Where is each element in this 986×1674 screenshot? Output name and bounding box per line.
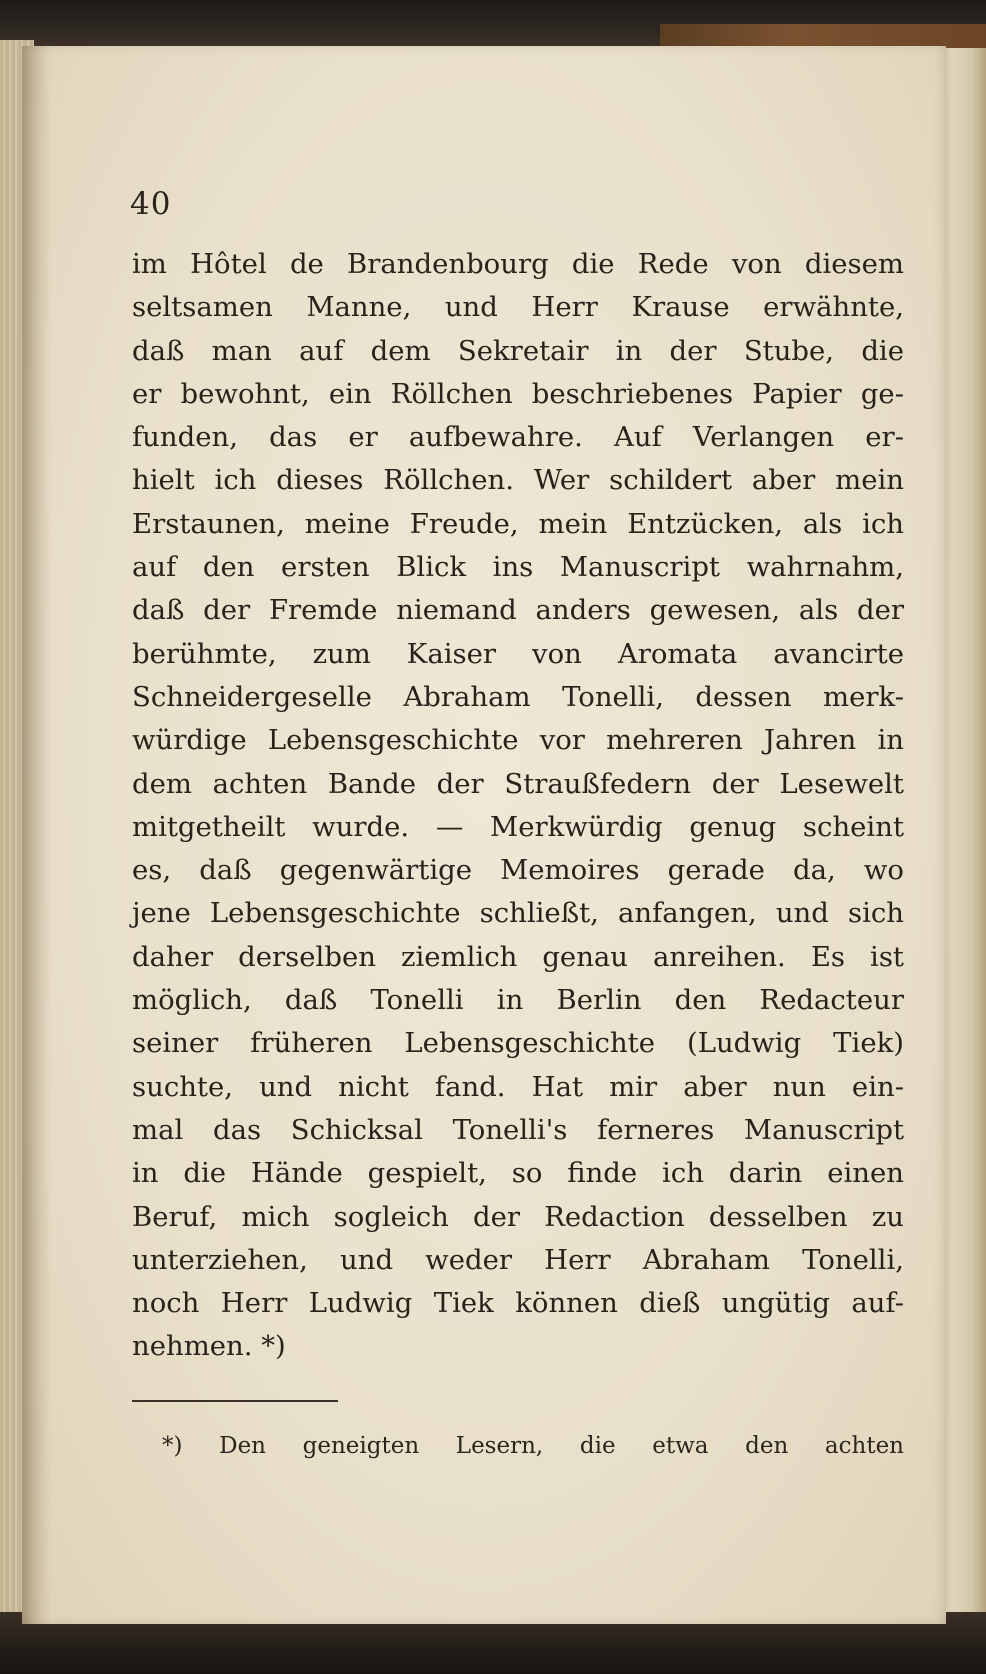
page-number: 40 <box>130 186 172 222</box>
text-line: seiner früheren Lebensgeschichte (Ludwig Tiek) <box>132 1027 904 1060</box>
footnote: *) Den geneigten Lesern, die etwa den achten <box>162 1433 904 1459</box>
text-line: berühmte, zum Kaiser von Aromata avancirte <box>132 637 904 670</box>
gutter-shadow <box>22 46 52 1624</box>
text-line: Schneidergeselle Abraham Tonelli, dessen merk- <box>132 680 904 713</box>
text-line: noch Herr Ludwig Tiek können dieß ungütig auf- <box>132 1287 904 1320</box>
text-line: nehmen. *) <box>132 1330 286 1363</box>
text-line: würdige Lebensgeschichte vor mehreren Jahren in <box>132 724 904 757</box>
text-line: suchte, und nicht fand. Hat mir aber nun ein- <box>132 1070 904 1103</box>
text-line: er bewohnt, ein Röllchen beschriebenes Papier ge- <box>132 377 904 410</box>
text-line: daß der Fremde niemand anders gewesen, als der <box>132 594 904 627</box>
footnote-divider <box>132 1400 338 1402</box>
text-line: unterziehen, und weder Herr Abraham Tonelli, <box>132 1243 904 1276</box>
text-line: daß man auf dem Sekretair in der Stube, die <box>132 334 904 367</box>
text-line: auf den ersten Blick ins Manuscript wahrnahm, <box>132 551 904 584</box>
body-text <box>132 243 904 1369</box>
text-line: in die Hände gespielt, so finde ich darin einen <box>132 1157 904 1190</box>
text-line: hielt ich dieses Röllchen. Wer schildert aber mein <box>132 464 904 497</box>
text-line: funden, das er aufbewahre. Auf Verlangen er- <box>132 421 904 454</box>
text-line: möglich, daß Tonelli in Berlin den Redacteur <box>132 984 904 1017</box>
text-line: mitgetheilt wurde. — Merkwürdig genug scheint <box>132 810 904 843</box>
text-line: Erstaunen, meine Freude, mein Entzücken, als ich <box>132 507 904 540</box>
text-line: seltsamen Manne, und Herr Krause erwähnte, <box>132 291 904 324</box>
text-line: dem achten Bande der Straußfedern der Lesewelt <box>132 767 904 800</box>
text-line: daher derselben ziemlich genau anreihen. Es ist <box>132 940 904 973</box>
text-line: jene Lebensgeschichte schließt, anfangen, und sich <box>132 897 904 930</box>
text-line: Beruf, mich sogleich der Redaction desselben zu <box>132 1200 904 1233</box>
text-line: es, daß gegenwärtige Memoires gerade da, wo <box>132 854 904 887</box>
text-line: im Hôtel de Brandenbourg die Rede von diesem <box>132 248 904 280</box>
text-line: mal das Schicksal Tonelli's ferneres Manuscript <box>132 1113 904 1146</box>
